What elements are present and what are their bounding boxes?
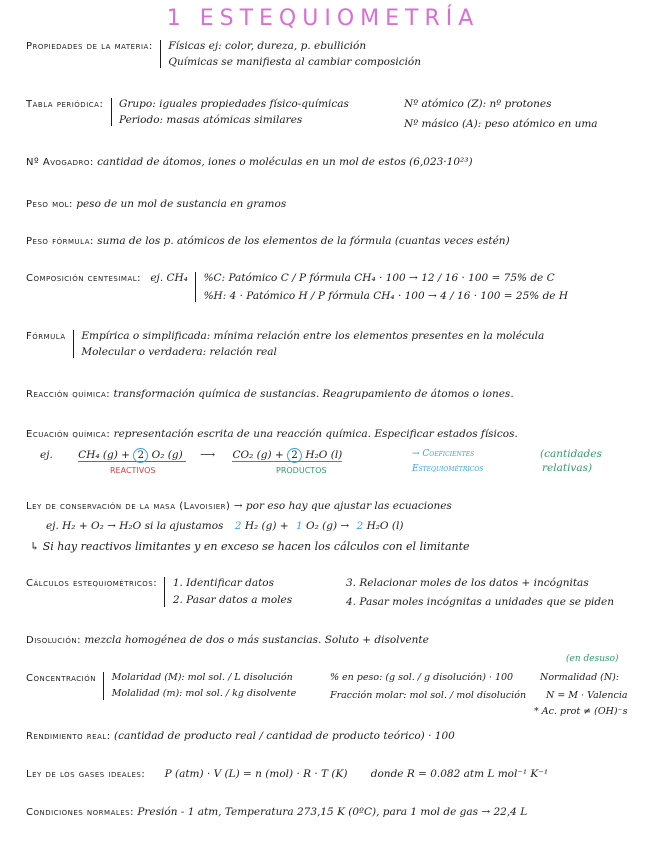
ley-masa-coef-1: 2 <box>234 520 242 532</box>
propiedades-fisicas: Físicas ej: color, dureza, p. ebullición <box>168 40 367 52</box>
gases-eq: P (atm) · V (L) = n (mol) · R · T (K) <box>164 768 348 780</box>
peso-mol-section <box>26 198 286 210</box>
peso-mol-label: Peso mol: <box>26 199 73 210</box>
calculos-step-3: 3. Relacionar moles de los datos + incógnitas <box>346 577 589 589</box>
cantidades-note-2: relativas) <box>542 462 593 474</box>
calculos-section <box>26 577 292 607</box>
tabla-grupo: Grupo: iguales propiedades físico-químicas <box>119 98 349 110</box>
concentracion-label: Concentración <box>26 673 96 684</box>
brace <box>111 98 112 126</box>
composicion-section <box>26 272 568 302</box>
peso-formula-label: Peso fórmula: <box>26 236 94 247</box>
productos-label: PRODUCTOS <box>276 466 327 475</box>
composicion-h-line: %H: 4 · Patómico H / P fórmula CH₄ · 100 → 4 / 16 · 100 = 25% de H <box>203 290 569 302</box>
tabla-label: Tabla periódica: <box>26 99 104 110</box>
formula-molecular: Molecular o verdadera: relación real <box>81 346 277 358</box>
reactivos-label: REACTIVOS <box>110 466 156 475</box>
propiedades-quimicas: Químicas se manifiesta al cambiar composición <box>168 56 422 68</box>
tabla-periodo: Periodo: masas atómicas similares <box>119 114 303 126</box>
gases-donde: donde R = 0.082 atm L mol⁻¹ K⁻¹ <box>370 768 549 780</box>
normales-label: Condiciones normales: <box>26 807 134 818</box>
ley-masa-p3: H₂O (l) <box>366 520 404 532</box>
ecuacion-example <box>40 448 342 463</box>
tabla-masico: Nº másico (A): peso atómico en uma <box>404 118 598 130</box>
ecuacion-reactivos-eq2: O₂ (g) <box>151 449 183 461</box>
calculos-label: Cálculos estequiométricos: <box>26 578 158 589</box>
concentracion-normalidad: Normalidad (N): <box>540 672 620 683</box>
ecuacion-label: Ecuación química: <box>26 429 111 440</box>
peso-formula-section <box>26 235 510 247</box>
ecuacion-coef-1: 2 <box>133 448 148 463</box>
formula-label: Fórmula <box>26 331 66 342</box>
ecuacion-arrow: ⟶ <box>200 449 216 461</box>
ecuacion-ej: ej. <box>40 449 53 461</box>
rendimiento-label: Rendimiento real: <box>26 731 111 742</box>
disolucion-label: Disolución: <box>26 635 81 646</box>
brace <box>195 272 196 302</box>
coef-note-1: → Coeficientes <box>412 449 475 459</box>
concentracion-en-desuso: (en desuso) <box>566 654 619 664</box>
ecuacion-reactivos <box>78 449 186 462</box>
tabla-section <box>26 98 349 126</box>
ecuacion-text: representación escrita de una reacción química. Especificar estados físicos. <box>113 428 518 440</box>
ecuacion-productos <box>232 449 342 462</box>
avogadro-section <box>26 156 473 168</box>
disolucion-text: mezcla homogénea de dos o más sustancias. Soluto + disolvente <box>84 634 429 646</box>
concentracion-molaridad: Molaridad (M): mol sol. / L disolución <box>111 672 293 683</box>
ley-masa-p1: H₂ (g) + <box>244 520 289 532</box>
ecuacion-section <box>26 428 518 440</box>
peso-formula-text: suma de los p. atómicos de los elementos de la fórmula (cuantas veces estén) <box>97 235 510 247</box>
page-title: 1 ESTEQUIOMETRÍA <box>166 6 480 31</box>
ley-masa-text: → por eso hay que ajustar las ecuaciones <box>233 500 452 512</box>
ley-masa-coef-3: 2 <box>356 520 364 532</box>
ley-masa-p2: O₂ (g) → <box>305 520 350 532</box>
tabla-atomico: Nº atómico (Z): nº protones <box>404 98 552 110</box>
avogadro-text: cantidad de átomos, iones o moléculas en un mol de estos (6,023·10²³) <box>97 156 473 168</box>
concentracion-n-eq: N = M · Valencia <box>546 690 628 701</box>
ley-masa-section <box>26 500 452 512</box>
peso-mol-text: peso de un mol de sustancia en gramos <box>76 198 287 210</box>
ley-masa-label: Ley de conservación de la masa (Lavoisier) <box>26 501 231 512</box>
disolucion-section <box>26 634 429 646</box>
composicion-label: Composición centesimal: <box>26 273 141 284</box>
concentracion-fraccion: Fracción molar: mol sol. / mol disolución <box>330 690 527 701</box>
gases-label: Ley de los gases ideales: <box>26 769 146 780</box>
composicion-c-line: %C: Patómico C / P fórmula CH₄ · 100 → 12 / 16 · 100 = 75% de C <box>203 272 555 284</box>
formula-section <box>26 330 544 358</box>
ecuacion-productos-eq2: H₂O (l) <box>305 449 343 461</box>
brace <box>164 577 165 607</box>
ley-masa-note: ↳ Si hay reactivos limitantes y en exceso se hacen los cálculos con el limitante <box>30 540 470 553</box>
propiedades-section <box>26 40 421 68</box>
normales-text: Presión - 1 atm, Temperatura 273,15 K (0ºC), para 1 mol de gas → 22,4 L <box>137 806 528 818</box>
brace <box>103 672 104 700</box>
ley-masa-example <box>46 520 403 532</box>
brace <box>73 330 74 358</box>
normales-section <box>26 806 527 818</box>
ecuacion-coef-2: 2 <box>287 448 302 463</box>
ley-masa-ej: ej. H₂ + O₂ → H₂O si la ajustamos <box>46 520 224 532</box>
composicion-ej: ej. CH₄ <box>150 272 188 284</box>
reaccion-label: Reacción química: <box>26 389 111 400</box>
brace <box>160 40 161 68</box>
calculos-step-1: 1. Identificar datos <box>172 577 275 589</box>
ecuacion-productos-eq: CO₂ (g) + <box>232 449 284 461</box>
concentracion-section <box>26 672 296 700</box>
ecuacion-reactivos-eq: CH₄ (g) + <box>78 449 130 461</box>
ley-masa-coef-2: 1 <box>295 520 303 532</box>
coef-note-2: Estequiométricos <box>412 464 484 474</box>
concentracion-molalidad: Molalidad (m): mol sol. / kg disolvente <box>111 688 297 699</box>
formula-empirica: Empírica o simplificada: mínima relación entre los elementos presentes en la molécula <box>81 330 545 342</box>
avogadro-label: Nº Avogadro: <box>26 157 94 168</box>
propiedades-label: Propiedades de la materia: <box>26 41 153 52</box>
rendimiento-text: (cantidad de producto real / cantidad de producto teórico) · 100 <box>113 730 455 742</box>
calculos-step-4: 4. Pasar moles incógnitas a unidades que se piden <box>346 596 615 608</box>
cantidades-note-1: (cantidades <box>540 448 602 460</box>
concentracion-peso: % en peso: (g sol. / g disolución) · 100 <box>330 672 514 683</box>
calculos-step-2: 2. Pasar datos a moles <box>172 594 293 606</box>
concentracion-ac: * Ac. prot ≠ (OH)⁻s <box>534 706 628 717</box>
reaccion-text: transformación química de sustancias. Reagrupamiento de átomos o iones. <box>113 388 514 400</box>
gases-section <box>26 768 548 780</box>
rendimiento-section <box>26 730 455 742</box>
reaccion-section <box>26 388 514 400</box>
